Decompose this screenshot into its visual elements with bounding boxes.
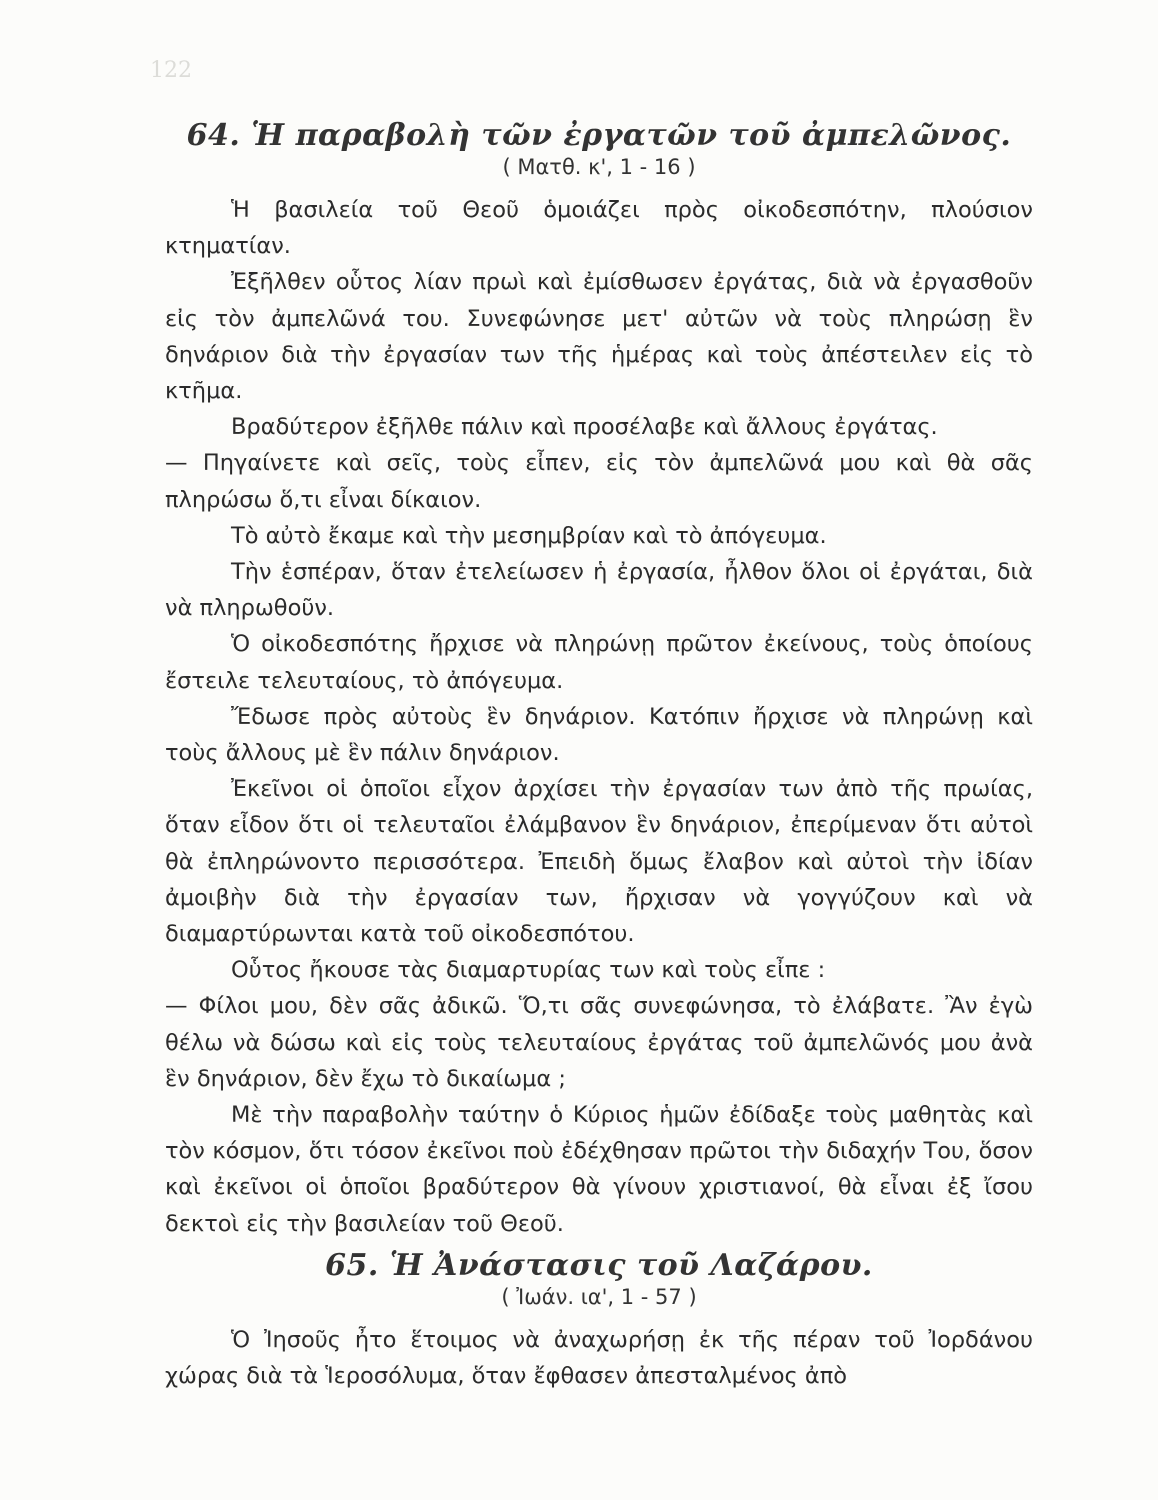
section-title: 64. Ἡ παραβολὴ τῶν ἐργατῶν τοῦ ἀμπελῶνος. xyxy=(186,118,1012,153)
paragraph: Ὁ οἰκοδεσπότης ἤρχισε νὰ πληρώνῃ πρῶτον ἐκείνους, τοὺς ὁποίους ἔστειλε τελευταίους, τὸ ἀπόγευμα. xyxy=(165,631,1033,694)
page-content xyxy=(165,118,1033,1394)
dialogue-paragraph: — Πηγαίνετε καὶ σεῖς, τοὺς εἶπεν, εἰς τὸν ἀμπελῶνά μου καὶ θὰ σᾶς πληρώσω ὅ,τι εἶναι δίκαιον. xyxy=(165,450,1033,513)
paragraph: Τὸ αὐτὸ ἔκαμε καὶ τὴν μεσημβρίαν καὶ τὸ ἀπόγευμα. xyxy=(231,522,827,549)
paragraph: Ἐξῆλθεν οὗτος λίαν πρωὶ καὶ ἐμίσθωσεν ἐργάτας, διὰ νὰ ἐργασθοῦν εἰς τὸν ἀμπελῶνά του. Συνεφώνησε μετ' αὐτῶν νὰ τοὺς πληρώσῃ ἓν δηνάριον διὰ τὴν ἐργασίαν των τῆς ἡμέρας καὶ τοὺς ἀπέστειλεν εἰς τὸ κτῆμα. xyxy=(165,269,1033,405)
page-number: 122 xyxy=(150,58,192,83)
paragraph: Ὁ Ἰησοῦς ἦτο ἕτοιμος νὰ ἀναχωρήσῃ ἐκ τῆς πέραν τοῦ Ἰορδάνου χώρας διὰ τὰ Ἱεροσόλυμα, ὅταν ἔφθασεν ἀπεσταλμένος ἀπὸ xyxy=(165,1326,1033,1390)
paragraph: Τὴν ἑσπέραν, ὅταν ἐτελείωσεν ἡ ἐργασία, ἦλθον ὅλοι οἱ ἐργάται, διὰ νὰ πληρωθοῦν. xyxy=(165,559,1033,622)
paragraph: Οὗτος ἤκουσε τὰς διαμαρτυρίας των καὶ τοὺς εἶπε : xyxy=(231,957,826,984)
paragraph: Ἐκεῖνοι οἱ ὁποῖοι εἶχον ἀρχίσει τὴν ἐργασίαν των ἀπὸ τῆς πρωίας, ὅταν εἶδον ὅτι οἱ τελευταῖοι ἐλάμβανον ἓν δηνάριον, ἐπερίμεναν ὅτι αὐτοὶ θὰ ἐπληρώνοντο περισσότερα. Ἐπειδὴ ὅμως ἔλαβον καὶ αὐτοὶ τὴν ἰδίαν ἀμοιβὴν διὰ τὴν ἐργασίαν των, ἤρχισαν νὰ γογγύζουν καὶ νὰ διαμαρτύρωνται κατὰ τοῦ οἰκοδεσπότου. xyxy=(165,776,1033,948)
paragraph: Ἔδωσε πρὸς αὐτοὺς ἓν δηνάριον. Κατόπιν ἤρχισε νὰ πληρώνῃ καὶ τοὺς ἄλλους μὲ ἓν πάλιν δηνάριον. xyxy=(165,703,1033,767)
section-65 xyxy=(165,1248,1033,1394)
paragraph: Μὲ τὴν παραβολὴν ταύτην ὁ Κύριος ἡμῶν ἐδίδαξε τοὺς μαθητὰς καὶ τὸν κόσμον, ὅτι τόσον ἐκεῖνοι ποὺ ἐδέχθησαν πρῶτοι τὴν διδαχήν Του, ὅσον καὶ ἐκεῖνοι οἱ ὁποῖοι βραδύτερον θὰ γίνουν χριστιανοί, θὰ εἶναι ἐξ ἴσου δεκτοὶ εἰς τὴν βασιλείαν τοῦ Θεοῦ. xyxy=(165,1102,1033,1237)
paragraph: Βραδύτερον ἐξῆλθε πάλιν καὶ προσέλαβε καὶ ἄλλους ἐργάτας. xyxy=(231,414,938,441)
dialogue-paragraph: — Φίλοι μου, δὲν σᾶς ἀδικῶ. Ὅ,τι σᾶς συνεφώνησα, τὸ ἐλάβατε. Ἂν ἐγὼ θέλω νὰ δώσω καὶ εἰς τοὺς τελευταίους ἐργάτας τοῦ ἀμπελῶνός μου ἀνὰ ἓν δηνάριον, δὲν ἔχω τὸ δικαίωμα ; xyxy=(165,993,1033,1092)
section-64 xyxy=(165,118,1033,1242)
section-reference: ( Ἰωάν. ια', 1 - 57 ) xyxy=(501,1284,697,1309)
paragraph: Ἡ βασιλεία τοῦ Θεοῦ ὁμοιάζει πρὸς οἰκοδεσπότην, πλούσιον κτηματίαν. xyxy=(165,197,1033,260)
section-title: 65. Ἡ Ἀνάστασις τοῦ Λαζάρου. xyxy=(325,1247,873,1283)
section-reference: ( Ματθ. κ', 1 - 16 ) xyxy=(502,155,696,179)
